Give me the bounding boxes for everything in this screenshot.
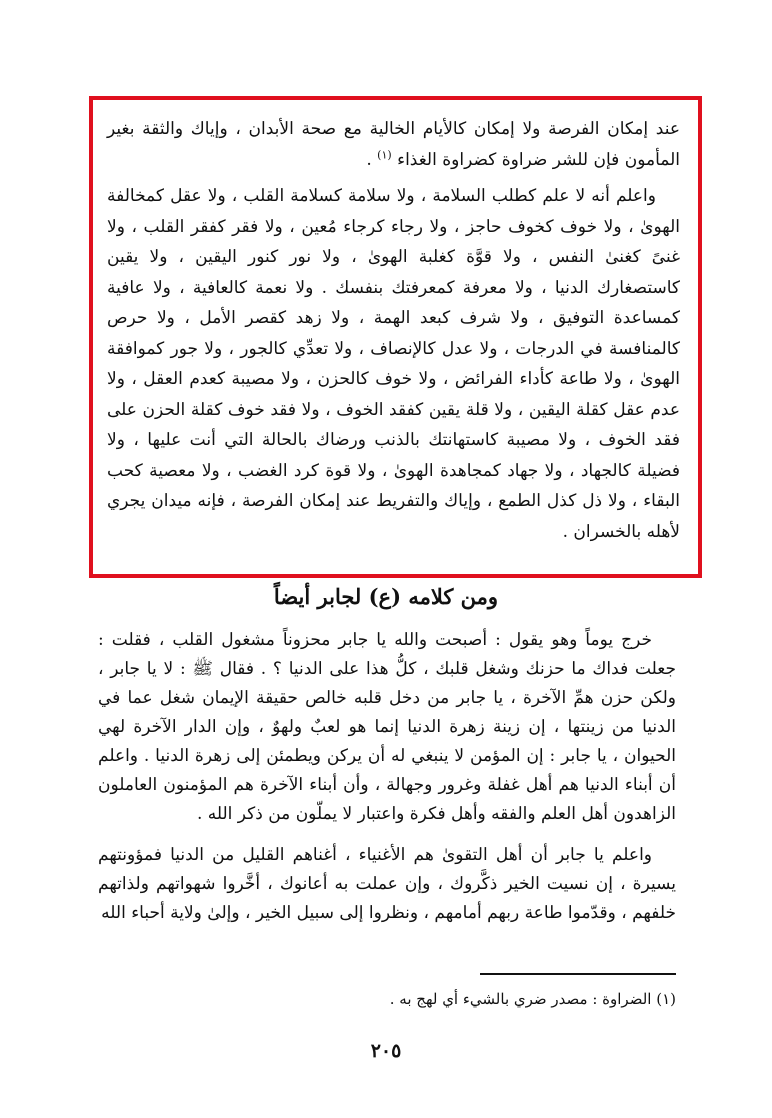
body-paragraph-1: خرج يوماً وهو يقول : أصبحت والله يا جابر محزوناً مشغول القلب ، فقلت : جعلت فداك ما حزنك وشغل قلبك ، كلُّ هذا على الدنيا ؟ . فقال ﷺ : لا يا جابر ، ولكن حزن همِّ الآخرة ، يا جابر من دخل قلبه خالص حقيقة الإيمان شغل عما في الدنيا من زينتها ، إن زينة زهرة الدنيا إنما هو لعبٌ ولهوٌ ، وإن الدار الآخرة لهي الحيوان ، يا جابر : إن المؤمن لا ينبغي له أن يركن ويطمئن إلى زهرة الدنيا . واعلم أن أبناء الدنيا هم أهل غفلة وغرور وجهالة ، وأن أبناء الآخرة هم المؤمنون العاملون الزاهدون أهل العلم والفقه وأهل فكرة واعتبار لا يملّون من ذكر الله . bbox=[98, 630, 676, 824]
footnote: (١) الضراوة : مصدر ضري بالشيء أي لهج به . bbox=[389, 990, 676, 1008]
section-heading: ومن كلامه (ع) لجابر أيضاً bbox=[273, 584, 499, 609]
body-paragraph-2: واعلم يا جابر أن أهل التقوىٰ هم الأغنياء ، أغناهم القليل من الدنيا فمؤونتهم يسيرة ، إن نسيت الخير ذكَّروك ، وإن عملت به أعانوك ، أخَّروا شهواتهم ولذاتهم خلفهم ، وقدّموا طاعة ربهم أمامهم ، ونظروا إلى سبيل الخير ، وإلىٰ ولاية أحباء الله bbox=[98, 845, 676, 923]
passage-paragraph-2: واعلم أنه لا علم كطلب السلامة ، ولا سلامة كسلامة القلب ، ولا عقل كمخالفة الهوىٰ ، ولا خوف كخوف حاجز ، ولا رجاء كرجاء مُعين ، ولا فقر كفقر القلب ، ولا غنىً كغنىٰ النفس ، ولا قوَّة كغلبة الهوىٰ ، ولا نور كنور اليقين ، ولا يقين كاستصغارك الدنيا ، ولا معرفة كمعرفتك بنفسك . ولا نعمة كالعافية ، ولا عافية كمساعدة التوفيق ، ولا شرف كبعد الهمة ، ولا زهد كقصر الأمل ، ولا حرص كالمنافسة في الدرجات ، ولا عدل كالإنصاف ، ولا تعدِّي كالجور ، ولا جور كموافقة الهوىٰ ، ولا طاعة كأداء الفرائض ، ولا خوف كالحزن ، ولا مصيبة كعدم العقل ، ولا عدم عقل كقلة اليقين ، ولا قلة يقين كفقد الخوف ، ولا فقد خوف كقلة الحزن على فقد الخوف ، ولا مصيبة كاستهانتك بالذنب ورضاك بالحالة التي أنت عليها ، ولا فضيلة كالجهاد ، ولا جهاد كمجاهدة الهوىٰ ، ولا قوة كرد الغضب ، ولا معصية كحب البقاء ، ولا ذل كذل الطمع ، وإياك والتفريط عند إمكان الفرصة ، فإنه ميدان يجري لأهله بالخسران . bbox=[107, 186, 680, 542]
page-number: ٢٠٥ bbox=[370, 1040, 402, 1062]
body-text bbox=[98, 626, 676, 928]
footnote-reference: (١) bbox=[377, 147, 392, 161]
passage-paragraph-1 bbox=[107, 114, 680, 175]
highlighted-passage-box bbox=[89, 96, 702, 578]
passage-paragraph-1-text: عند إمكان الفرصة ولا إمكان كالأيام الخالية مع صحة الأبدان ، وإياك والثقة بغير المأمون فإن للشر ضراوة كضراوة الغذاء bbox=[107, 119, 680, 170]
footnote-divider bbox=[480, 973, 676, 975]
passage-paragraph-1-end: . bbox=[366, 149, 372, 170]
